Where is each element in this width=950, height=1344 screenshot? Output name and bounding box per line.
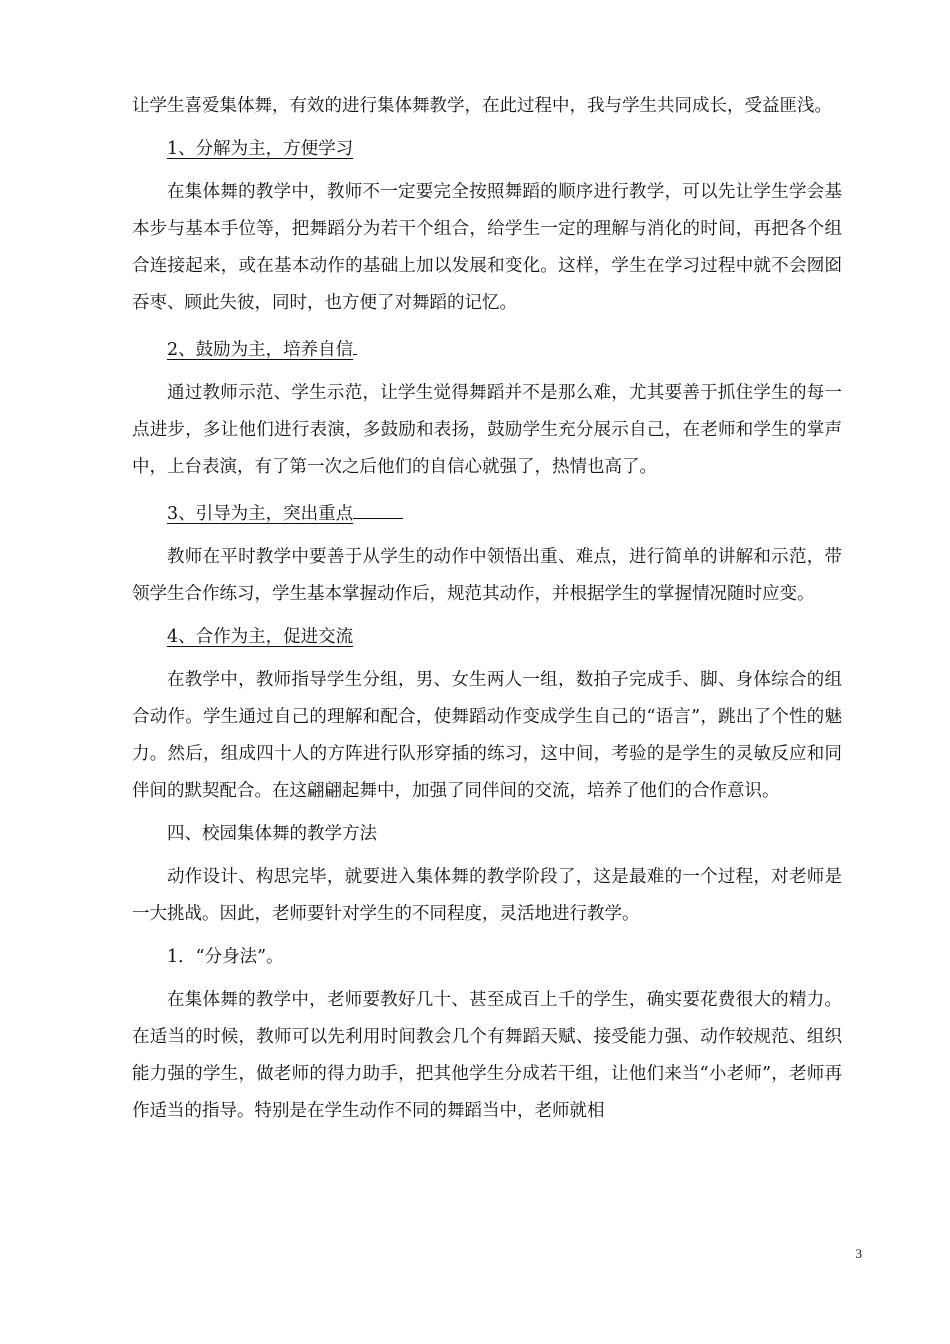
paragraph-teaching-methods: 动作设计、构思完毕，就要进入集体舞的教学阶段了，这是最难的一个过程，对老师是一大挑战。因此，老师要针对学生的不同程度，灵活地进行教学。 <box>132 867 842 924</box>
document-body <box>132 88 842 1136</box>
paragraph-clone-method: 在集体舞的教学中，老师要教好几十、甚至成百上千的学生，确实要花费很大的精力。在适当的时候，教师可以先利用时间教会几个有舞蹈天赋、接受能力强、动作较规范、组织能力强的学生，做老师的得力助手，把其他学生分成若干组，让他们来当“小老师”，老师再作适当的指导。特别是在学生动作不同的舞蹈当中，老师就相 <box>132 990 842 1121</box>
section-heading-clone-method: 1．“分身法”。 <box>167 947 284 967</box>
heading-text: 3、引导为主，突出重点 <box>167 504 354 524</box>
section-heading-decomposition <box>132 131 842 168</box>
heading-text: 2、鼓励为主，培养自信 <box>167 340 354 360</box>
page-number: 3 <box>855 1246 862 1261</box>
underline-extension <box>353 328 357 355</box>
paragraph-intro-continued: 让学生喜爱集体舞，有效的进行集体舞教学，在此过程中，我与学生共同成长，受益匪浅。 <box>132 96 832 116</box>
paragraph-cooperation: 在教学中，教师指导学生分组，男、女生两人一组，数拍子完成手、脚、身体综合的组合动作。学生通过自己的理解和配合，使舞蹈动作变成学生自己的“语言”，跳出了个性的魅力。然后，组成四十人的方阵进行队形穿插的练习，这中间，考验的是学生的灵敏反应和同伴间的默契配合。在这翩翩起舞中，加强了同伴间的交流，培养了他们的合作意识。 <box>132 670 842 801</box>
section-heading-teaching-methods: 四、校园集体舞的教学方法 <box>167 824 377 844</box>
underline-extension <box>353 492 403 519</box>
paragraph-decomposition: 在集体舞的教学中，教师不一定要完全按照舞蹈的顺序进行教学，可以先让学生学会基本步与基本手位等，把舞蹈分为若干个组合，给学生一定的理解与消化的时间，再把各个组合连接起来，或在基本动作的基础上加以发展和变化。这样，学生在学习过程中就不会囫囵吞枣、顾此失彼，同时，也方便了对舞蹈的记忆。 <box>132 182 842 313</box>
paragraph-guidance: 教师在平时教学中要善于从学生的动作中领悟出重、难点，进行简单的讲解和示范，带领学生合作练习，学生基本掌握动作后，规范其动作，并根据学生的掌握情况随时应变。 <box>132 547 842 604</box>
heading-text: 1、分解为主，方便学习 <box>167 139 354 159</box>
paragraph-encouragement: 通过教师示范、学生示范，让学生觉得舞蹈并不是那么难，尤其要善于抓住学生的每一点进步，多让他们进行表演，多鼓励和表扬，鼓励学生充分展示自己，在老师和学生的掌声中，上台表演，有了第一次之后他们的自信心就强了，热情也高了。 <box>132 383 842 477</box>
section-heading-cooperation <box>132 619 842 656</box>
section-heading-guidance <box>132 492 842 533</box>
heading-text: 4、合作为主，促进交流 <box>167 627 354 647</box>
section-heading-encouragement <box>132 328 842 369</box>
